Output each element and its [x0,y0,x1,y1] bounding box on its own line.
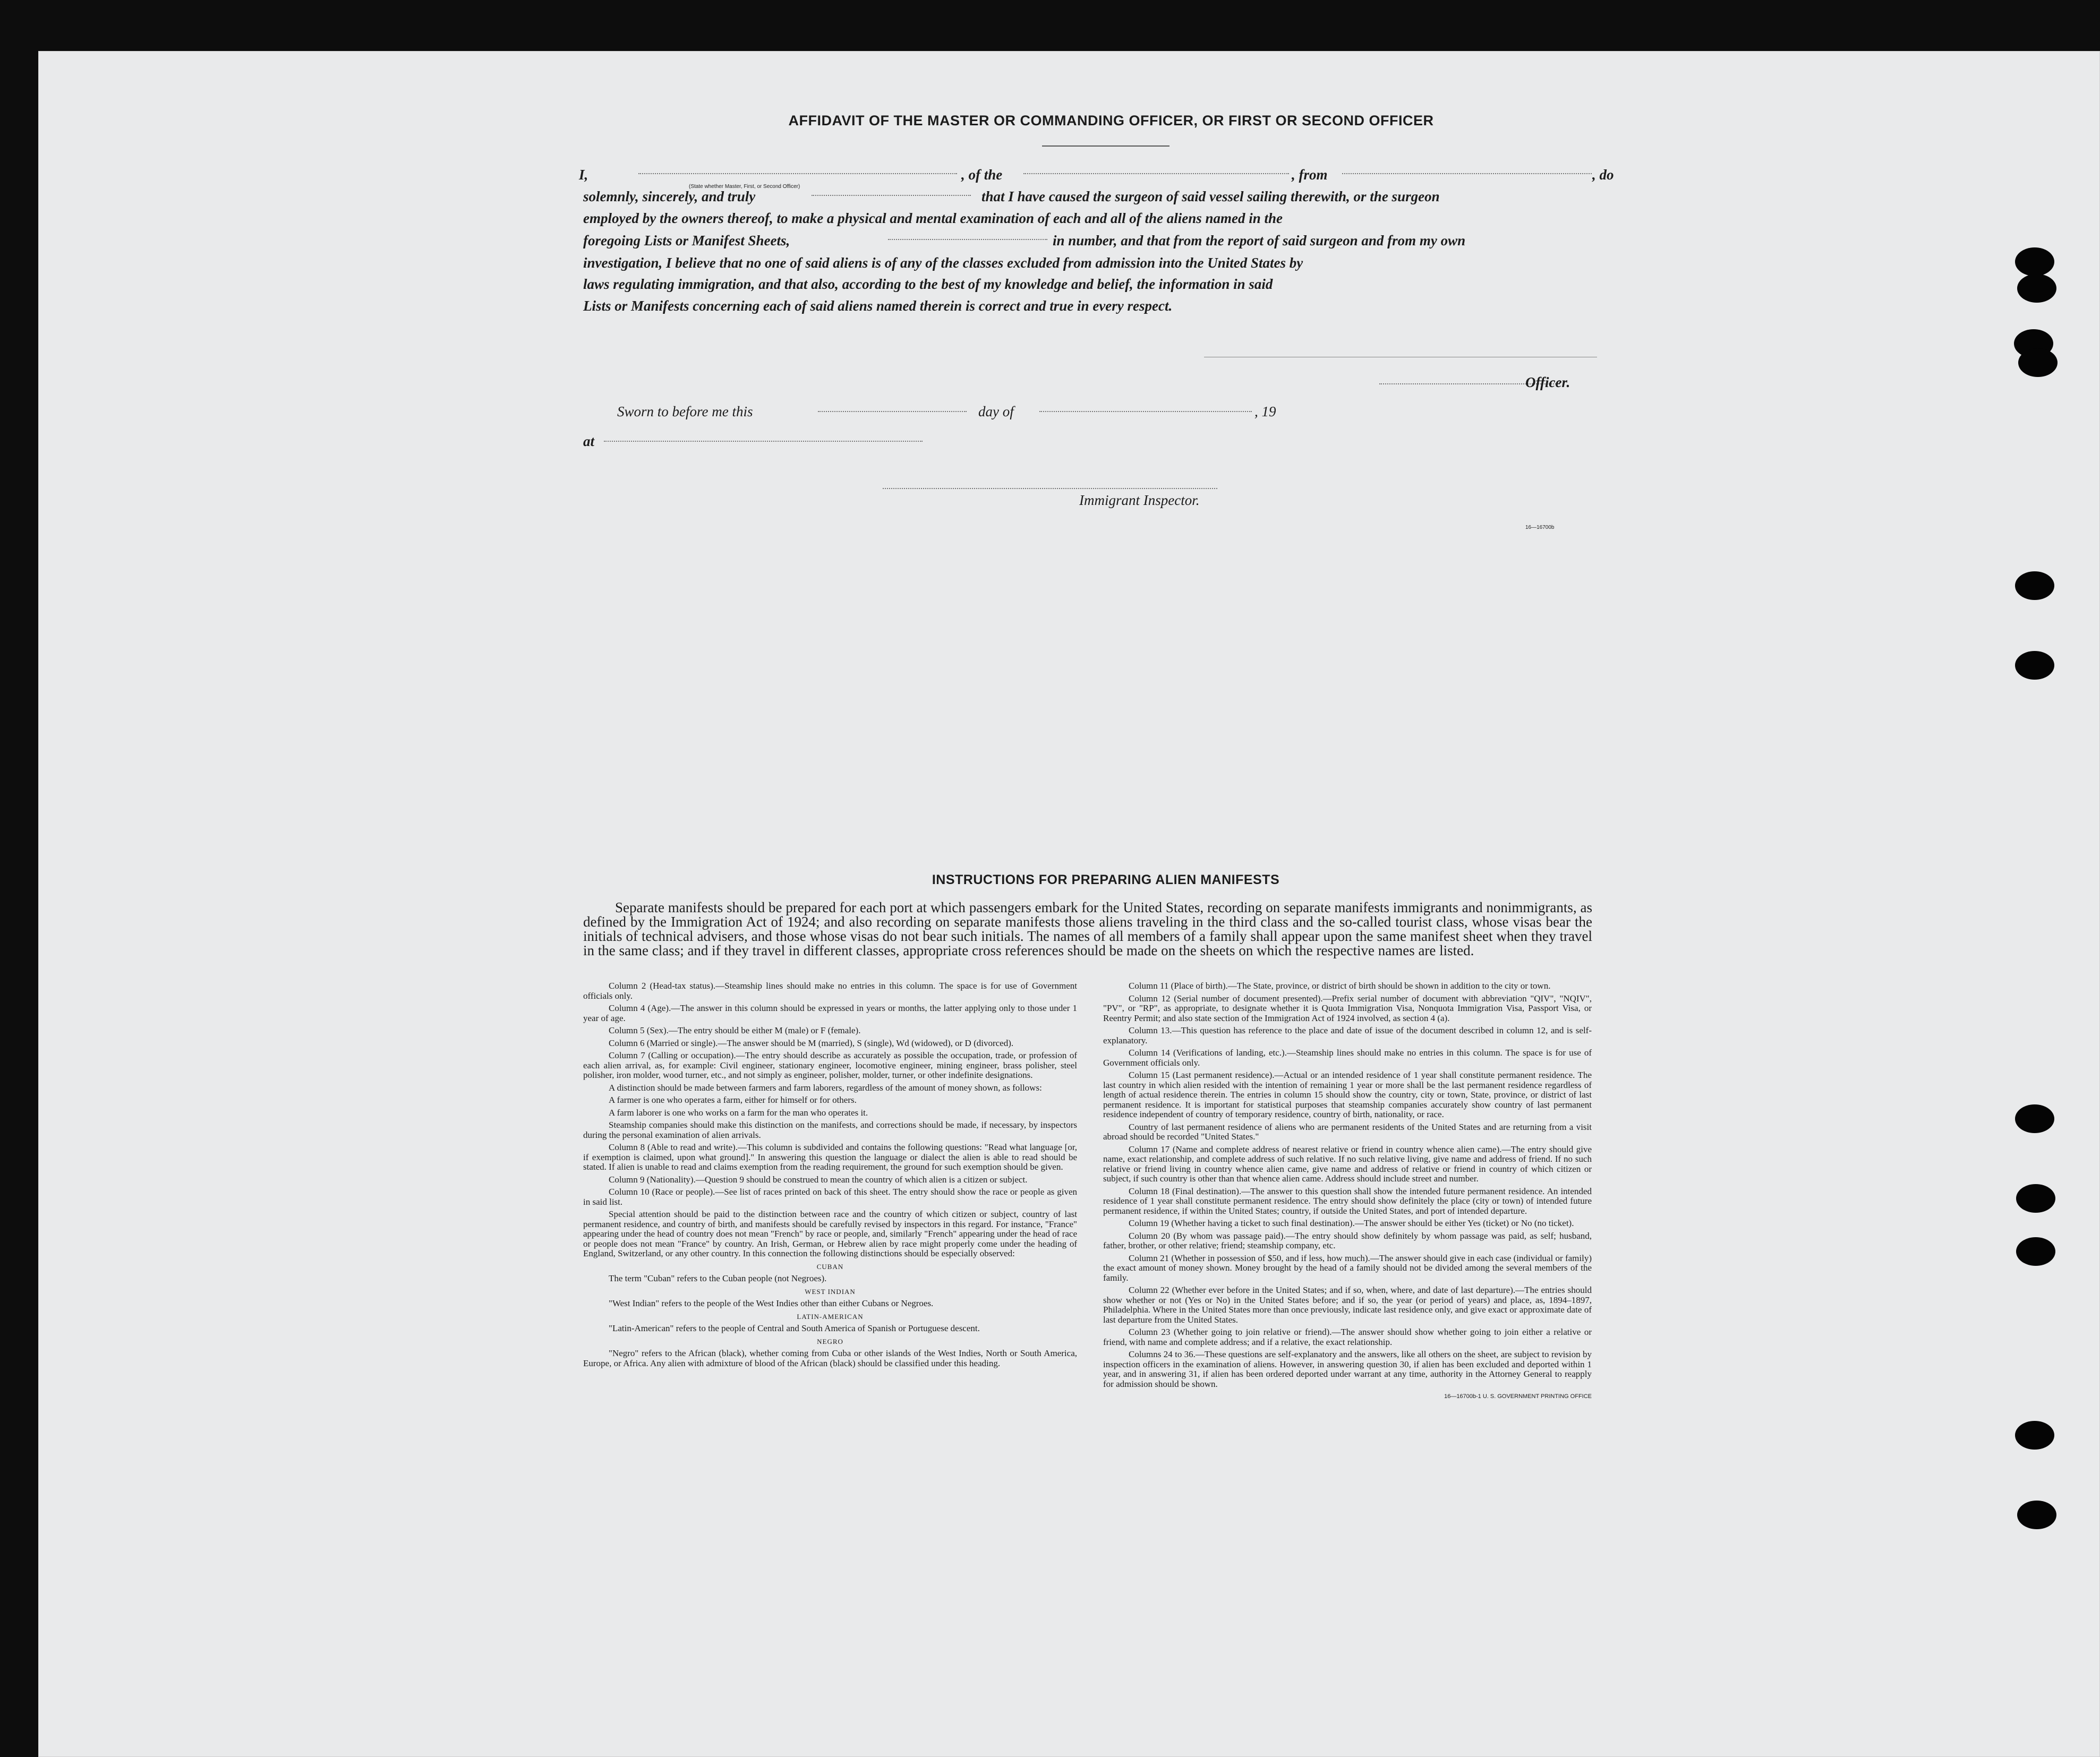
affidavit-title: AFFIDAVIT OF THE MASTER OR COMMANDING OFFICER, OR FIRST OR SECOND OFFICER [788,113,1434,128]
number-blank [888,239,1047,240]
title-underline [1042,145,1169,147]
affidavit-foregoing: foregoing Lists or Manifest Sheets, [583,233,790,248]
right-paragraph: Column 13.—This question has reference to the place and date of issue of the document described in column 12, and is self-explanatory. [1103,1025,1592,1045]
at-text: at [583,433,595,449]
negro-definition: "Negro" refers to the African (black), whether coming from Cuba or other islands of the West Indies, North or South America, Europe, or Africa. Any alien with admixture of blood of the African (black) should be classified under this heading. [583,1348,1077,1368]
right-paragraph: Country of last permanent residence of aliens who are permanent residents of the United States and are returning from a visit abroad should be recorded "United States." [1103,1121,1592,1142]
officer-label: Officer. [1525,374,1570,390]
punch-hole [2015,1421,2054,1450]
affidavit-from: , from [1292,167,1328,183]
instructions-left-column [583,981,1077,1371]
left-paragraph: A farm laborer is one who works on a farm for the man who operates it. [609,1107,868,1118]
right-paragraph: Column 19 (Whether having a ticket to such final destination).—The answer should be either Yes (ticket) or No (no ticket). [1129,1218,1574,1228]
affidavit-line-7: Lists or Manifests concerning each of said aliens named therein is correct and true in every respect. [583,298,1173,314]
officer-rank-note: (State whether Master, First, or Second Officer) [689,184,800,190]
right-paragraph: Column 14 (Verifications of landing, etc.).—Steamship lines should make no entries in this column. The space is for use of Government officials only. [1103,1048,1592,1068]
left-paragraph: Column 5 (Sex).—The entry should be either M (male) or F (female). [609,1025,861,1035]
right-paragraph: Column 20 (By whom was passage paid).—The entry should show definitely by whom passage was paid, as self; husband, father, brother, or other relative; friend; steamship company, etc. [1103,1230,1592,1250]
inspector-signature-blank [883,488,1217,489]
affidavit-line-4: in number, and that from the report of said surgeon and from my own [1053,233,1466,248]
punch-hole [2016,1237,2055,1266]
right-paragraph: Column 15 (Last permanent residence).—Actual or an intended residence of 1 year shall constitute permanent residence. The last country in which alien resided with the intention of remaining 1 year or more shall be the last permanent residence regardless of length of actual residence therein. The entries in column 15 should show the country, city or town, State, province, or district of last permanent residence. It is important for statistical purposes that steamship companies accurately show country of last permanent residence independent of country of temporary residence, country of birth, nationality, or race. [1103,1070,1592,1119]
form-number: 16—16700b [1525,525,1555,530]
right-paragraph: Column 17 (Name and complete address of nearest relative or friend in country whence alien came).—The entry should give name, exact relationship, and complete address of such relative. If no such relative living, give name and address of friend. If no such relative or friend living in country whence alien came, give name and address of relative or friend in country of which citizen or subject, if such country is other than that whence alien came. Address should include street and number. [1103,1144,1592,1184]
left-paragraph: A distinction should be made between farmers and farm laborers, regardless of the amount of money shown, as follows: [609,1082,1042,1093]
punch-hole [2015,1104,2054,1133]
punch-hole [2017,1501,2056,1529]
left-paragraph: Column 6 (Married or single).—The answer should be M (married), S (single), Wd (widowed), or D (divorced). [609,1038,1014,1048]
affidavit-line-6: laws regulating immigration, and that also, according to the best of my knowledge and belief, the information in said [583,276,1273,292]
punch-hole [2015,571,2054,600]
affidavit-solemnly: solemnly, sincerely, and truly [583,188,756,204]
cuban-definition: The term "Cuban" refers to the Cuban people (not Negroes). [609,1273,827,1283]
inspector-label: Immigrant Inspector. [1079,492,1200,508]
left-paragraph: A farmer is one who operates a farm, either for himself or for others. [609,1095,857,1105]
left-paragraph: Column 7 (Calling or occupation).—The entry should describe as accurately as possible the occupation, trade, or profession of each alien arrival, as, for example: Civil engineer, stationary engineer, locomotive engineer, mining engineer, brass polisher, steel polisher, iron molder, wood turner, etc., and not simply as engineer, polisher, molder, turner, or other indefinite designations. [583,1050,1077,1080]
punch-hole [2016,1184,2055,1213]
left-paragraph: Column 4 (Age).—The answer in this column should be expressed in years or months, the latter applying only to those under 1 year of age. [583,1003,1077,1023]
right-paragraph: Columns 24 to 36.—These questions are self-explanatory and the answers, like all others on the sheet, are subject to revision by inspection officers in the examination of aliens. However, in answering question 30, if alien has been excluded and deported within 1 year, and in answering 31, if alien has been ordered deported under warrant at any time, authority in the Attorney General to reapply for admission should be shown. [1103,1349,1592,1389]
instructions-title: INSTRUCTIONS FOR PREPARING ALIEN MANIFESTS [932,872,1280,887]
affidavit-do: , do [1592,167,1614,183]
left-paragraph: Special attention should be paid to the distinction between race and the country of which citizen or subject, country of last permanent residence, and country of birth, and manifests should be carefully revised by inspectors in this regard. For instance, "France" appearing under the head of country does not mean "French" by race or people, and, similarly "French" appearing under the head of race or people does not mean "France" by country. An Irish, German, or Hebrew alien by race might properly come under the heading of England, Switzerland, or any other country. In this connection the following distinctions should be especially observed: [583,1209,1077,1258]
affidavit-line-2: that I have caused the surgeon of said vessel sailing therewith, or the surgeon [981,188,1440,204]
instructions-intro: Separate manifests should be prepared for each port at which passengers embark for the United States, recording on separate manifests immigrants and nonimmigrants, as defined by the Immigration Act of 1924; and also recording on separate manifests those aliens traveling in the third class and the so-called tourist class, whose visas bear the initials of technical advisers, and those whose visas do not bear such initials. The names of all members of a family shall appear upon the same manifest sheet when they travel in the same class; and if they travel in different classes, appropriate cross references should be made on the sheets on which the respective names are listed. [583,899,1592,958]
right-paragraph: Column 11 (Place of birth).—The State, province, or district of birth should be shown in addition to the city or town. [1129,981,1551,991]
west-indian-heading: WEST INDIAN [805,1287,856,1296]
west-indian-definition: "West Indian" refers to the people of the West Indies other than either Cubans or Negroes. [609,1298,934,1308]
at-blank [604,441,923,442]
right-paragraph: Column 23 (Whether going to join relative or friend).—The answer should show whether going to join either a relative or friend, with name and complete address; and if a relative, the exact relationship. [1103,1327,1592,1347]
sworn-month-blank [1039,411,1252,412]
left-paragraph: Steamship companies should make this distinction on the manifests, and corrections should be made, if necessary, by inspectors during the personal examination of alien arrivals. [583,1120,1077,1140]
affidavit-line-3: employed by the owners thereof, to make a physical and mental examination of each and all of the aliens named in the [583,210,1283,226]
port-blank [1342,173,1592,174]
punch-hole [2018,348,2058,377]
cuban-heading: CUBAN [816,1262,844,1271]
right-paragraph: Column 12 (Serial number of document presented).—Prefix serial number of document with abbreviation "QIV", "NQIV", "PV", or "RP", as appropriate, to designate whether it is Quota Immigration Visa, Nonquota Immigration Visa, Passport Visa, or Reentry Permit; and also state section of the Immigration Act of 1924 involved, as section 4 (a). [1103,993,1592,1023]
instructions-right-column [1103,981,1592,1404]
affidavit-i: I, [579,167,588,183]
latin-american-definition: "Latin-American" refers to the people of Central and South America of Spanish or Portuguese descent. [609,1323,980,1333]
affidavit-of-the: , of the [961,167,1003,183]
sworn-text: Sworn to before me this [617,404,753,419]
right-paragraph: Column 21 (Whether in possession of $50, and if less, how much).—The answer should give in each case (individual or family) the exact amount of money shown. Money brought by the head of a family should not be divided among the several members of the family. [1103,1253,1592,1283]
punch-hole [2015,247,2054,276]
negro-heading: NEGRO [817,1337,843,1345]
vessel-blank [1023,173,1289,174]
right-paragraph: Column 22 (Whether ever before in the United States; and if so, when, where, and date of last departure).—The entries should show whether or not (Yes or No) in the United States before; and if so, the year (or period of years) and place, as, 1894–1897, Philadelphia. Where in the United States more than once previously, indicate last residence only, and give exact or approximate date of last departure from the United States. [1103,1285,1592,1325]
printing-office-footer: 16—16700b-1 U. S. GOVERNMENT PRINTING OFFICE [1444,1393,1592,1400]
left-paragraph: Column 9 (Nationality).—Question 9 should be construed to mean the country of which alien is a citizen or subject. [609,1174,1028,1185]
day-of-text: day of [978,404,1014,419]
punch-hole [2015,651,2054,680]
left-paragraph: Column 8 (Able to read and write).—This column is subdivided and contains the following questions: "Read what language [or, if exemption is claimed, upon what ground]." In answering this question the language or dialect the alien is able to read should be stated. If alien is unable to read and claims exemption from the reading requirement, the ground for such exemption should be given. [583,1142,1077,1172]
latin-american-heading: LATIN-AMERICAN [797,1312,864,1321]
officer-rank-blank [638,173,957,174]
document-sheet [38,51,2100,1757]
left-paragraph: Column 10 (Race or people).—See list of races printed on back of this sheet. The entry should show the race or people as given in said list. [583,1187,1077,1207]
year-text: , 19 [1254,404,1276,419]
sworn-day-blank [818,411,967,412]
right-paragraph: Column 18 (Final destination).—The answer to this question shall show the intended future permanent residence. An intended residence of 1 year shall constitute permanent residence. The entry should show definitely the place (city or town) of intended future permanent residence, if within the United States; country, if outside the United States, and port of intended departure. [1103,1186,1592,1216]
punch-hole [2017,274,2056,303]
solemnly-blank [812,195,971,196]
affidavit-line-5: investigation, I believe that no one of said aliens is of any of the classes excluded from admission into the United States by [583,255,1303,271]
left-paragraph: Column 2 (Head-tax status).—Steamship lines should make no entries in this column. The space is for use of Government officials only. [583,981,1077,1001]
